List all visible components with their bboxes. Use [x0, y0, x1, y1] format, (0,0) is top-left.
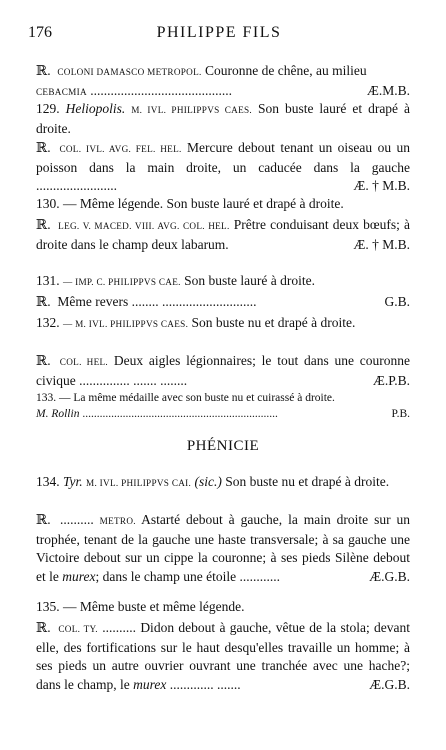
coin-legend: COL. TY. — [58, 624, 98, 634]
rating: Æ.M.B. — [366, 82, 410, 98]
reverse-symbol: ℝ. — [36, 512, 51, 527]
entry-number: 134. — [36, 474, 60, 489]
reverse-symbol: ℝ. — [36, 140, 51, 155]
coin-legend: M. IVL. PHILIPPVS CAI. — [86, 478, 192, 488]
catalog-entry — [36, 62, 410, 101]
running-title: PHILIPPE FILS — [156, 24, 282, 41]
entry-description: Son buste nu et drapé à droite. — [191, 315, 356, 330]
reverse-symbol: ℝ. — [36, 63, 51, 78]
coin-legend: LEG. V. MACED. VIII. AVG. COL. HEL. — [58, 221, 230, 231]
catalog-entry — [36, 272, 410, 292]
entry-number: 129. — [36, 101, 60, 116]
leader-dots-lead: .......... — [59, 512, 94, 527]
catalog-entry — [36, 619, 410, 694]
leader-dots-lead: .......... — [102, 620, 136, 635]
entry-description: Son buste nu et drapé à droite. — [225, 474, 390, 489]
coin-legend: — M. IVL. PHILIPPVS CAES. — [63, 319, 189, 329]
catalog-entry — [36, 314, 410, 334]
collection-owner: M. Rollin — [36, 408, 80, 420]
catalog-entry — [36, 598, 410, 617]
catalog-entry — [36, 511, 410, 586]
entry-description: Prêtre conduisant deux bœufs; à droite dans le champ deux labarum. — [36, 217, 411, 252]
rating: G.B. — [384, 294, 410, 309]
coin-legend: METRO. — [99, 516, 136, 526]
entry-description: Son buste lauré et drapé à droite. — [36, 101, 411, 136]
entry-number: 130. — [36, 196, 60, 211]
entry-description-2: ; dans le champ une étoile — [95, 568, 237, 584]
murex-term: murex — [62, 568, 96, 584]
coin-legend-2: CEBACMIA — [36, 86, 87, 97]
entry-number: 135. — [36, 599, 60, 614]
rating: Æ.G.B. — [369, 676, 410, 692]
catalog-entry — [36, 293, 410, 312]
entry-description: Astarté debout à gauche, la main droite sur un trophée, tenant de la gauche une haste transversale; à sa gauche une Victoire debout sur un cippe la couronne; à ses pieds Silène debout et le — [36, 512, 411, 584]
catalog-entry — [36, 139, 410, 196]
leader-dots: ............. ....... — [169, 676, 241, 692]
murex-term: murex — [133, 676, 167, 692]
city-name: Tyr. — [63, 474, 83, 489]
leader-dots: ........ ............................ — [131, 294, 257, 309]
entry-number: 132. — [36, 315, 60, 330]
coin-legend: COL. HEL. — [59, 357, 109, 367]
page-header — [28, 24, 410, 46]
entry-description: Même revers — [57, 294, 129, 309]
leader-dots: ........................ — [36, 178, 117, 193]
rating: Æ.G.B. — [369, 568, 410, 584]
leader-dots: ............... ....... ........ — [79, 372, 188, 388]
catalog-entry — [36, 100, 410, 138]
rating: P.B. — [391, 408, 410, 420]
catalog-entry — [36, 473, 410, 493]
section-heading: PHÉNICIE — [186, 438, 260, 454]
coin-legend: M. IVL. PHILIPPVS CAES. — [131, 105, 253, 115]
entry-description: Mercure debout tenant un oiseau ou un poisson dans la main droite, un caducée dans la gauche — [36, 140, 411, 175]
entry-description: — Même buste et même légende. — [63, 599, 245, 614]
reverse-symbol: ℝ. — [36, 294, 51, 309]
coin-legend: COL. IVL. AVG. FEL. HEL. — [59, 144, 182, 154]
leader-dots: .................................................................... — [82, 408, 278, 420]
coin-legend: COLONI DAMASCO METROPOL. — [57, 67, 202, 77]
reverse-symbol: ℝ. — [36, 353, 51, 368]
entry-description: Couronne de chêne, au milieu — [205, 63, 367, 78]
entry-description: Son buste lauré à droite. — [184, 273, 315, 288]
rating: Æ. † M.B. — [353, 178, 410, 193]
entry-number: 133. — [36, 392, 57, 404]
entry-description: Didon debout à gauche, vêtue de la stola; devant elle, des fortifications sur le haut desqu'elles travaille un homme; à ses pieds un autre ouvrier ouvrant une tranchée avec une hache?; dans le champ, le — [36, 620, 411, 692]
catalog-entry — [36, 195, 410, 214]
entry-description: — Même légende. Son buste lauré et drapé à droite. — [63, 196, 344, 211]
city-name: Heliopolis. — [65, 101, 126, 116]
sic-note: (sic.) — [194, 474, 222, 489]
catalog-entry — [36, 216, 410, 254]
catalog-entry — [36, 352, 410, 390]
entry-description: — La même médaille avec son buste nu et cuirassé à droite. — [59, 392, 335, 404]
leader-dots: .......................................... — [90, 82, 233, 98]
reverse-symbol: ℝ. — [36, 620, 51, 635]
leader-dots: ............ — [239, 568, 280, 584]
rating: Æ. † M.B. — [353, 236, 410, 252]
reverse-symbol: ℝ. — [36, 217, 51, 232]
rating: Æ.P.B. — [372, 372, 410, 388]
entry-description: Deux aigles légionnaires; le tout dans une couronne civique — [36, 353, 411, 388]
catalog-entry — [36, 390, 410, 422]
page-number: 176 — [28, 24, 52, 41]
coin-legend: — IMP. C. PHILIPPVS CAE. — [63, 277, 181, 287]
entry-number: 131. — [36, 273, 60, 288]
